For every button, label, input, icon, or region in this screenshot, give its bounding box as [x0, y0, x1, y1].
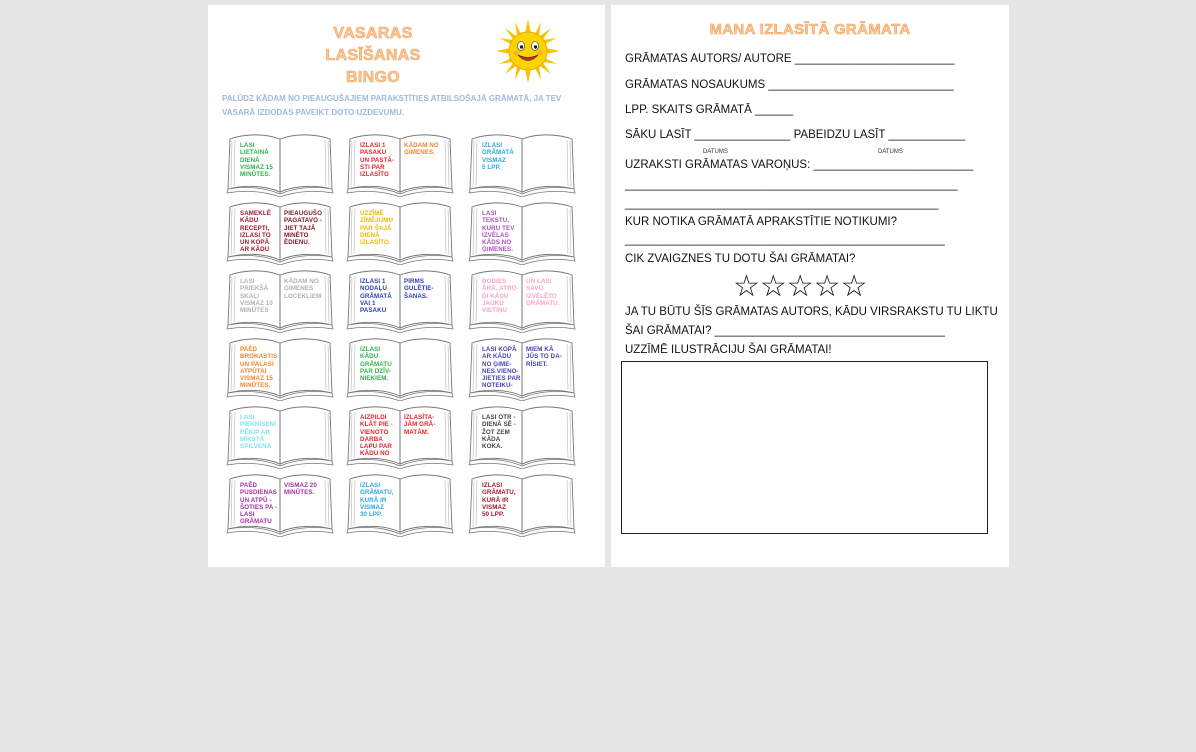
where-field[interactable]: __________________________________________________ [625, 234, 945, 246]
bingo-task-left: PAĒD BROKASTIS UN PALASI ATPŪTAI VISMAZ 15 MINŪTES. [240, 346, 278, 390]
bingo-task-left: LASI TEKSTU, KURU TEV IZVĒLAS KĀDS NO ĢIMENES. [482, 210, 515, 254]
bingo-book-cell [344, 199, 456, 265]
end-date-label: DATUMS [878, 149, 903, 155]
bingo-task-left: LASI KOPĀ AR KĀDU NO ĢIME- NES.VIENO- JIETIES PAR NOTEIKU- [482, 346, 521, 390]
bingo-task-left: IZLASI GRĀMATU, KURĀ IR VISMAZ 50 LPP. [482, 482, 516, 519]
title-field[interactable]: ŠAI GRĀMATAI? ____________________________________ [625, 325, 945, 337]
bingo-book-cell [344, 131, 456, 197]
bingo-task-left: IZLASI KĀDU GRĀMATU PAR DZĪV- NIEKIEM. [360, 346, 392, 383]
book-name-field[interactable]: GRĀMATAS NOSAUKUMS _____________________________ [625, 79, 954, 91]
start-date-label: DATUMS [703, 149, 728, 155]
smiling-sun-icon [496, 19, 560, 83]
bingo-book-cell [466, 267, 578, 333]
reading-log-page [611, 5, 1009, 567]
bingo-book-cell [466, 471, 578, 537]
bingo-instruction: PALŪDZ KĀDAM NO PIEAUGUŠAJIEM PARAKSTĪTIES ATBILSOŠAJĀ GRĀMATĀ, JA TEV VASARĀ IZDODAS PAVEIKT DOTO UZDEVUMU. [222, 94, 562, 117]
stars-question: CIK ZVAIGZNES TU DOTU ŠAI GRĀMATAI? [625, 253, 856, 265]
bingo-book-cell [224, 267, 336, 333]
heroes-field[interactable]: UZRAKSTI GRĀMATAS VAROŅUS: _________________________ [625, 159, 974, 171]
bingo-task-left: LASI OTR - DIENĀ SĒ - ŽOT ZEM KĀDA KOKA. [482, 414, 517, 451]
bingo-book-cell [344, 471, 456, 537]
bingo-book-cell [466, 335, 578, 401]
bingo-book-cell [344, 267, 456, 333]
illustration-prompt: UZZĪMĒ ILUSTRĀCIJU ŠAI GRĀMATAI! [625, 344, 832, 356]
bingo-task-left: LASI LIETAINĀ DIENĀ VISMAZ 15 MINŪTES. [240, 142, 273, 179]
bingo-book-cell [466, 403, 578, 469]
reading-log-title: MANA IZLASĪTĀ GRĀMATA [709, 21, 911, 38]
bingo-task-left: LASI PIEKRĪSENI RĒĶIP AR MĪKSTĀ SPILVENA [240, 414, 277, 451]
bingo-book-cell [224, 471, 336, 537]
bingo-book-cell [466, 199, 578, 265]
heroes-field-line-2[interactable]: ____________________________________________________ [625, 179, 958, 191]
bingo-task-right: IZLASĪTA- JĀM GRĀ- MATĀM. [404, 414, 436, 436]
bingo-task-left: UZZĪMĒ ZĪMĒJUMU PAR ŠAJĀ DIENĀ IZLASĪTO. [360, 210, 394, 247]
bingo-task-right: PIRMS GULĒTIE- ŠANAS. [404, 278, 434, 300]
bingo-task-right: KĀDAM NO ĢIMENES. [404, 142, 439, 157]
star-rating[interactable]: ☆☆☆☆☆ [733, 269, 868, 304]
bingo-book-cell [344, 335, 456, 401]
bingo-task-left: IZLASI GRĀMATU, KURĀ IR VISMAZ 30 LPP. [360, 482, 394, 519]
title-question: JA TU BŪTU ŠĪS GRĀMATAS AUTORS, KĀDU VIRSRAKSTU TU LIKTU [625, 306, 998, 318]
bingo-task-right: UN LASI SAVU IZVĒLĒTO GRĀMATU. [526, 278, 560, 307]
bingo-book-cell [344, 403, 456, 469]
bingo-book-cell [224, 199, 336, 265]
bingo-title: VASARAS LASĪŠANAS BINGO [325, 25, 421, 86]
bingo-book-cell [224, 403, 336, 469]
bingo-book-cell [466, 131, 578, 197]
page-count-field[interactable]: LPP. SKAITS GRĀMATĀ ______ [625, 104, 794, 116]
dates-field[interactable]: SĀKU LASĪT _______________ PABEIDZU LASĪT ____________ [625, 129, 966, 141]
bingo-book-cell [224, 131, 336, 197]
bingo-page [208, 5, 605, 567]
bingo-task-right: MIEM KĀ JŪS TO DA- RĪSIET. [526, 346, 562, 368]
bingo-task-left: IZLASI 1 PASAKU UN PASTĀ- STI PAR IZLASĪTO [360, 142, 395, 179]
bingo-task-left: IZLASI GRĀMATĀ VISMAZ 5 LPP. [482, 142, 514, 171]
illustration-box[interactable] [621, 361, 988, 534]
bingo-task-left: DODIES ĀRĀ, ATRO- DI KĀDU JAUKU VIETIŅU [482, 278, 519, 315]
bingo-task-right: VISMAZ 20 MINŪTES. [284, 482, 317, 497]
bingo-book-cell [224, 335, 336, 401]
bingo-task-left: PAĒD PUSDIENAS UN ATPŪ - ŠOTIES PA - LASI GRĀMATU [240, 482, 278, 526]
heroes-field-line-3[interactable]: _________________________________________________ [625, 198, 939, 210]
bingo-grid [222, 123, 582, 543]
bingo-task-right: KĀDAM NO ĢIMENES LOCEKĻIEM [284, 278, 322, 300]
bingo-task-left: IZLASI 1 NODAĻU GRĀMATĀ VAI 1 PASAKU [360, 278, 392, 315]
bingo-task-left: AIZPILDI KLĀT PIE - VIENOTO DARBA LAPU PAR KĀDU NO [360, 414, 393, 458]
bingo-task-right: PIEAUGUŠO PAGATAVO - JIET TAJĀ MINĒTO ĒDIENU. [284, 210, 323, 247]
author-field[interactable]: GRĀMATAS AUTORS/ AUTORE _________________________ [625, 53, 955, 65]
bingo-task-left: SAMEKLĒ KĀDU RECEPTI, IZLASI TO UN KOPĀ AR KĀDU [240, 210, 271, 254]
where-question: KUR NOTIKA GRĀMATĀ APRAKSTĪTIE NOTIKUMI? [625, 216, 897, 228]
bingo-task-left: LASI PRIEKŠĀ SKAĻI VISMAZ 10 MINŪTES [240, 278, 273, 315]
